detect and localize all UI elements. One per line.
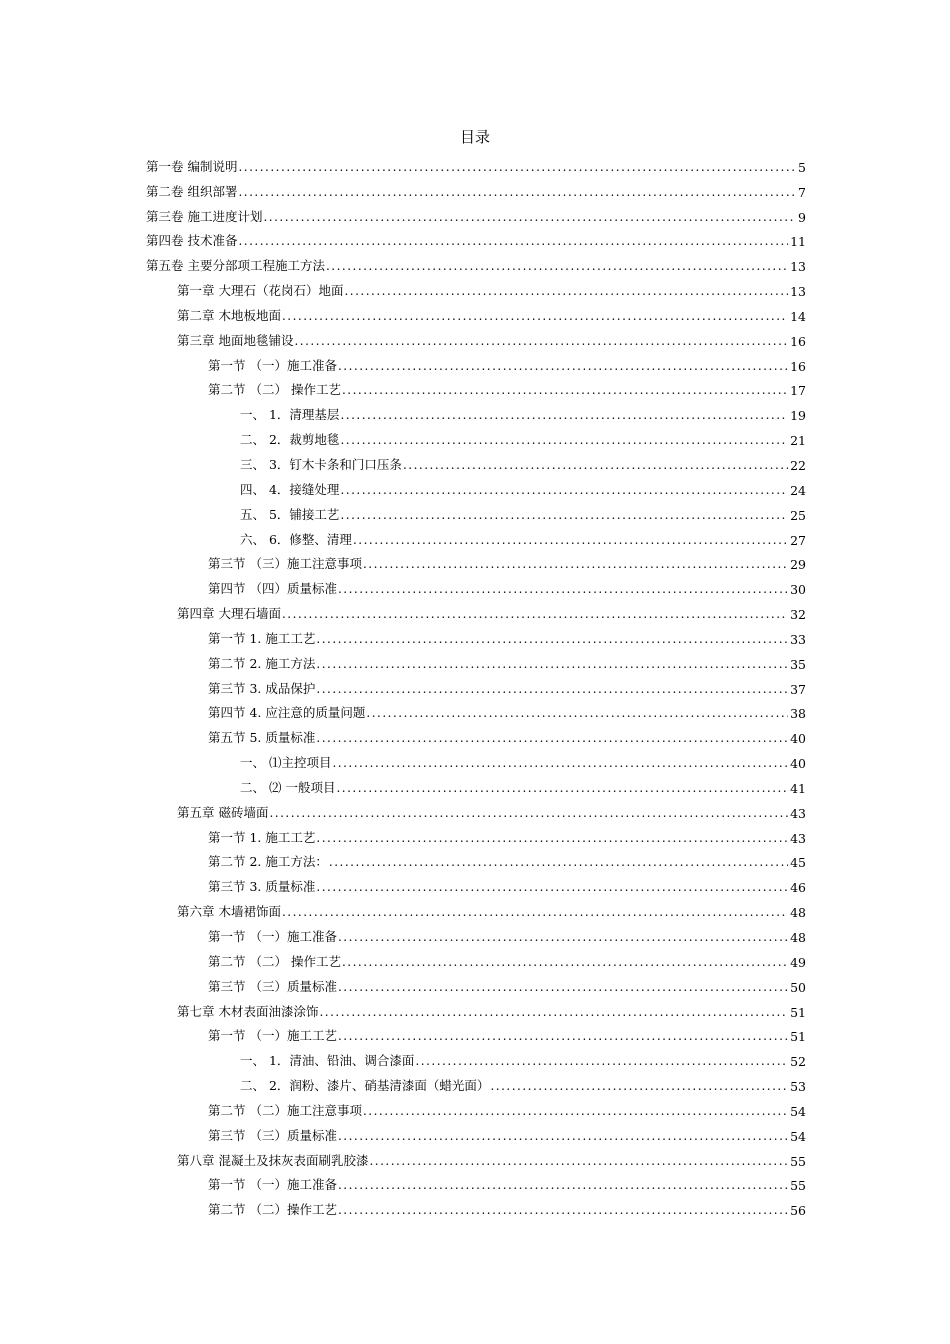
toc-entry-label: 第一节 （一）施工准备 bbox=[208, 1177, 337, 1193]
toc-entry-label: 第四卷 技术准备 bbox=[146, 233, 238, 249]
toc-dot-leader bbox=[336, 781, 788, 795]
toc-entry[interactable] bbox=[146, 721, 806, 746]
toc-entry-page: 24 bbox=[790, 482, 806, 498]
toc-entry-page: 51 bbox=[790, 1004, 806, 1020]
toc-entry-page: 49 bbox=[790, 954, 806, 970]
toc-dot-leader bbox=[340, 508, 788, 522]
toc-entry[interactable] bbox=[146, 1069, 806, 1094]
toc-entry-page: 33 bbox=[790, 631, 806, 647]
toc-entry-page: 9 bbox=[798, 209, 806, 225]
toc-entry-page: 54 bbox=[790, 1128, 806, 1144]
toc-entry[interactable] bbox=[146, 1020, 806, 1045]
toc-entry[interactable] bbox=[146, 175, 806, 200]
toc-dot-leader bbox=[316, 657, 788, 671]
toc-entry-page: 41 bbox=[790, 780, 806, 796]
toc-entry[interactable] bbox=[146, 771, 806, 796]
toc-entry-page: 48 bbox=[790, 905, 806, 921]
toc-dot-leader bbox=[353, 533, 788, 547]
toc-entry-label: 第二卷 组织部署 bbox=[146, 183, 238, 199]
toc-entry[interactable] bbox=[146, 423, 806, 448]
toc-entry-label: 三、 3．钉木卡条和门口压条 bbox=[240, 456, 402, 472]
toc-entry-label: 第三节 （三）质量标准 bbox=[208, 978, 337, 994]
toc-entry-page: 40 bbox=[790, 756, 806, 772]
toc-entry-page: 56 bbox=[790, 1203, 806, 1219]
toc-entry-label: 第二节 （二）施工注意事项 bbox=[208, 1102, 362, 1118]
toc-dot-leader bbox=[338, 582, 788, 596]
toc-entry-page: 53 bbox=[790, 1079, 806, 1095]
toc-entry-label: 第二节 （二） 操作工艺 bbox=[208, 382, 341, 398]
toc-entry[interactable] bbox=[146, 622, 806, 647]
toc-entry-label: 第四章 大理石墙面 bbox=[177, 606, 281, 622]
toc-entry-page: 5 bbox=[798, 159, 806, 175]
toc-entry[interactable] bbox=[146, 1144, 806, 1169]
toc-entry-page: 45 bbox=[790, 855, 806, 871]
toc-entry[interactable] bbox=[146, 150, 806, 175]
toc-entry[interactable] bbox=[146, 1193, 806, 1218]
toc-entry-page: 43 bbox=[790, 830, 806, 846]
toc-entry[interactable] bbox=[146, 473, 806, 498]
toc-dot-leader bbox=[316, 731, 788, 745]
toc-dot-leader bbox=[363, 557, 788, 571]
toc-entry-label: 第四节 （四）质量标准 bbox=[208, 581, 337, 597]
toc-entry-label: 第一节 （一）施工工艺 bbox=[208, 1028, 337, 1044]
toc-entry[interactable] bbox=[146, 1044, 806, 1069]
toc-entry-label: 第三节 （三）质量标准 bbox=[208, 1127, 337, 1143]
toc-entry-label: 四、 4．接缝处理 bbox=[240, 481, 340, 497]
toc-entry-page: 13 bbox=[790, 284, 806, 300]
toc-entry-label: 第三章 地面地毯铺设 bbox=[177, 332, 294, 348]
toc-list bbox=[146, 150, 806, 1218]
toc-dot-leader bbox=[238, 234, 788, 248]
toc-entry[interactable] bbox=[146, 1119, 806, 1144]
toc-entry-label: 第三卷 施工进度计划 bbox=[146, 208, 263, 224]
toc-dot-leader bbox=[316, 831, 788, 845]
toc-entry-label: 第二节 2. 施工方法： bbox=[208, 854, 328, 870]
toc-entry-label: 第三节 3. 质量标准 bbox=[208, 879, 316, 895]
toc-dot-leader bbox=[338, 359, 788, 373]
toc-entry-label: 第二节 （二） 操作工艺 bbox=[208, 953, 341, 969]
toc-entry-page: 52 bbox=[790, 1054, 806, 1070]
toc-dot-leader bbox=[338, 1178, 788, 1192]
toc-dot-leader bbox=[342, 955, 788, 969]
toc-entry-label: 一、 1．清理基层 bbox=[240, 407, 340, 423]
toc-entry-label: 第五卷 主要分部项工程施工方法 bbox=[146, 258, 325, 274]
toc-entry[interactable] bbox=[146, 746, 806, 771]
toc-dot-leader bbox=[338, 980, 788, 994]
toc-entry-page: 38 bbox=[790, 706, 806, 722]
toc-entry-page: 11 bbox=[790, 234, 806, 250]
toc-dot-leader bbox=[282, 905, 788, 919]
toc-dot-leader bbox=[263, 210, 796, 224]
toc-dot-leader bbox=[338, 1203, 788, 1217]
toc-entry[interactable] bbox=[146, 274, 806, 299]
toc-entry-page: 27 bbox=[790, 532, 806, 548]
toc-entry-page: 40 bbox=[790, 731, 806, 747]
toc-entry-page: 51 bbox=[790, 1029, 806, 1045]
toc-entry-label: 二、 2．裁剪地毯 bbox=[240, 432, 340, 448]
toc-dot-leader bbox=[369, 1154, 788, 1168]
toc-entry[interactable] bbox=[146, 374, 806, 399]
toc-entry[interactable] bbox=[146, 498, 806, 523]
toc-dot-leader bbox=[338, 1129, 788, 1143]
toc-dot-leader bbox=[338, 1029, 788, 1043]
toc-entry[interactable] bbox=[146, 448, 806, 473]
toc-dot-leader bbox=[340, 408, 788, 422]
toc-entry-page: 35 bbox=[790, 656, 806, 672]
toc-entry[interactable] bbox=[146, 349, 806, 374]
toc-entry-page: 7 bbox=[798, 184, 806, 200]
toc-dot-leader bbox=[490, 1079, 788, 1093]
toc-entry-label: 第二节 （二）操作工艺 bbox=[208, 1202, 337, 1218]
toc-entry-page: 13 bbox=[790, 259, 806, 275]
toc-dot-leader bbox=[316, 632, 788, 646]
toc-entry[interactable] bbox=[146, 821, 806, 846]
toc-entry[interactable] bbox=[146, 945, 806, 970]
toc-entry[interactable] bbox=[146, 846, 806, 871]
toc-entry-label: 第一节 1. 施工工艺 bbox=[208, 630, 316, 646]
toc-entry-label: 五、 5．铺接工艺 bbox=[240, 506, 340, 522]
toc-entry[interactable] bbox=[146, 995, 806, 1020]
toc-dot-leader bbox=[282, 607, 788, 621]
toc-entry-page: 25 bbox=[790, 507, 806, 523]
toc-entry-label: 第三节 3. 成品保护 bbox=[208, 680, 316, 696]
toc-entry-label: 第一卷 编制说明 bbox=[146, 158, 238, 174]
toc-entry[interactable] bbox=[146, 249, 806, 274]
toc-dot-leader bbox=[344, 284, 788, 298]
toc-dot-leader bbox=[332, 756, 788, 770]
toc-entry-page: 32 bbox=[790, 607, 806, 623]
toc-entry-page: 16 bbox=[790, 358, 806, 374]
toc-entry[interactable] bbox=[146, 1169, 806, 1194]
toc-entry-page: 55 bbox=[790, 1178, 806, 1194]
toc-dot-leader bbox=[326, 259, 788, 273]
toc-entry[interactable] bbox=[146, 970, 806, 995]
toc-dot-leader bbox=[363, 1104, 788, 1118]
toc-entry[interactable] bbox=[146, 870, 806, 895]
toc-entry[interactable] bbox=[146, 398, 806, 423]
toc-entry[interactable] bbox=[146, 225, 806, 250]
toc-entry[interactable] bbox=[146, 548, 806, 573]
toc-entry[interactable] bbox=[146, 796, 806, 821]
toc-entry-label: 第六章 木墙裙饰面 bbox=[177, 904, 281, 920]
toc-dot-leader bbox=[403, 458, 788, 472]
toc-entry-page: 21 bbox=[790, 433, 806, 449]
toc-entry-label: 第五节 5. 质量标准 bbox=[208, 730, 316, 746]
toc-dot-leader bbox=[329, 855, 788, 869]
toc-entry-label: 第一节 1. 施工工艺 bbox=[208, 829, 316, 845]
toc-entry-page: 30 bbox=[790, 582, 806, 598]
toc-entry-label: 第一节 （一）施工准备 bbox=[208, 357, 337, 373]
toc-entry-label: 第五章 磁砖墙面 bbox=[177, 804, 269, 820]
toc-entry[interactable] bbox=[146, 672, 806, 697]
toc-entry[interactable] bbox=[146, 200, 806, 225]
toc-entry[interactable] bbox=[146, 920, 806, 945]
toc-entry-page: 50 bbox=[790, 979, 806, 995]
toc-dot-leader bbox=[340, 433, 788, 447]
toc-dot-leader bbox=[294, 334, 788, 348]
toc-dot-leader bbox=[316, 682, 788, 696]
toc-entry-page: 54 bbox=[790, 1103, 806, 1119]
toc-dot-leader bbox=[366, 706, 788, 720]
toc-entry-label: 第一章 大理石（花岗石）地面 bbox=[177, 283, 344, 299]
toc-entry-label: 第一节 （一）施工准备 bbox=[208, 929, 337, 944]
toc-entry-label: 二、 ⑵ 一般项目 bbox=[240, 779, 336, 795]
toc-entry[interactable] bbox=[146, 895, 806, 920]
toc-entry[interactable] bbox=[146, 299, 806, 324]
toc-dot-leader bbox=[238, 185, 796, 199]
toc-title: 目录 bbox=[459, 128, 490, 146]
toc-entry-page: 14 bbox=[790, 308, 806, 324]
toc-entry-label: 二、 2．润粉、漆片、硝基清漆面（蜡光面） bbox=[240, 1078, 490, 1094]
toc-dot-leader bbox=[319, 1005, 788, 1019]
toc-dot-leader bbox=[338, 930, 788, 944]
toc-entry-page: 55 bbox=[790, 1153, 806, 1169]
toc-entry-label: 一、 ⑴主控项目 bbox=[240, 755, 332, 771]
toc-dot-leader bbox=[238, 160, 796, 174]
toc-entry[interactable] bbox=[146, 597, 806, 622]
toc-entry-page: 48 bbox=[790, 930, 806, 945]
toc-entry-page: 16 bbox=[790, 333, 806, 349]
toc-entry-page: 46 bbox=[790, 880, 806, 896]
toc-entry-page: 17 bbox=[790, 383, 806, 399]
toc-entry-label: 六、 6．修整、清理 bbox=[240, 531, 352, 547]
toc-dot-leader bbox=[316, 880, 788, 894]
toc-entry[interactable] bbox=[146, 697, 806, 722]
toc-entry[interactable] bbox=[146, 1094, 806, 1119]
toc-entry-page: 43 bbox=[790, 805, 806, 821]
toc-entry-page: 19 bbox=[790, 408, 806, 424]
toc-entry-label: 第八章 混凝土及抹灰表面刷乳胶漆 bbox=[177, 1152, 369, 1168]
toc-entry[interactable] bbox=[146, 523, 806, 548]
toc-dot-leader bbox=[269, 806, 788, 820]
toc-entry-page: 37 bbox=[790, 681, 806, 697]
toc-entry-label: 第二节 2. 施工方法 bbox=[208, 655, 316, 671]
toc-entry-label: 第三节 （三）施工注意事项 bbox=[208, 556, 362, 572]
toc-dot-leader bbox=[340, 483, 788, 497]
toc-dot-leader bbox=[342, 383, 788, 397]
toc-entry[interactable] bbox=[146, 647, 806, 672]
toc-dot-leader bbox=[415, 1054, 788, 1068]
toc-entry[interactable] bbox=[146, 324, 806, 349]
toc-entry-label: 第四节 4. 应注意的质量问题 bbox=[208, 705, 366, 721]
toc-entry-label: 第七章 木材表面油漆涂饰 bbox=[177, 1003, 319, 1019]
toc-dot-leader bbox=[282, 309, 788, 323]
toc-entry-label: 第二章 木地板地面 bbox=[177, 307, 281, 323]
toc-entry-page: 29 bbox=[790, 557, 806, 573]
toc-entry-page: 22 bbox=[790, 457, 806, 473]
toc-entry[interactable] bbox=[146, 572, 806, 597]
toc-entry-label: 一、 1．清油、铅油、调合漆面 bbox=[240, 1053, 415, 1069]
